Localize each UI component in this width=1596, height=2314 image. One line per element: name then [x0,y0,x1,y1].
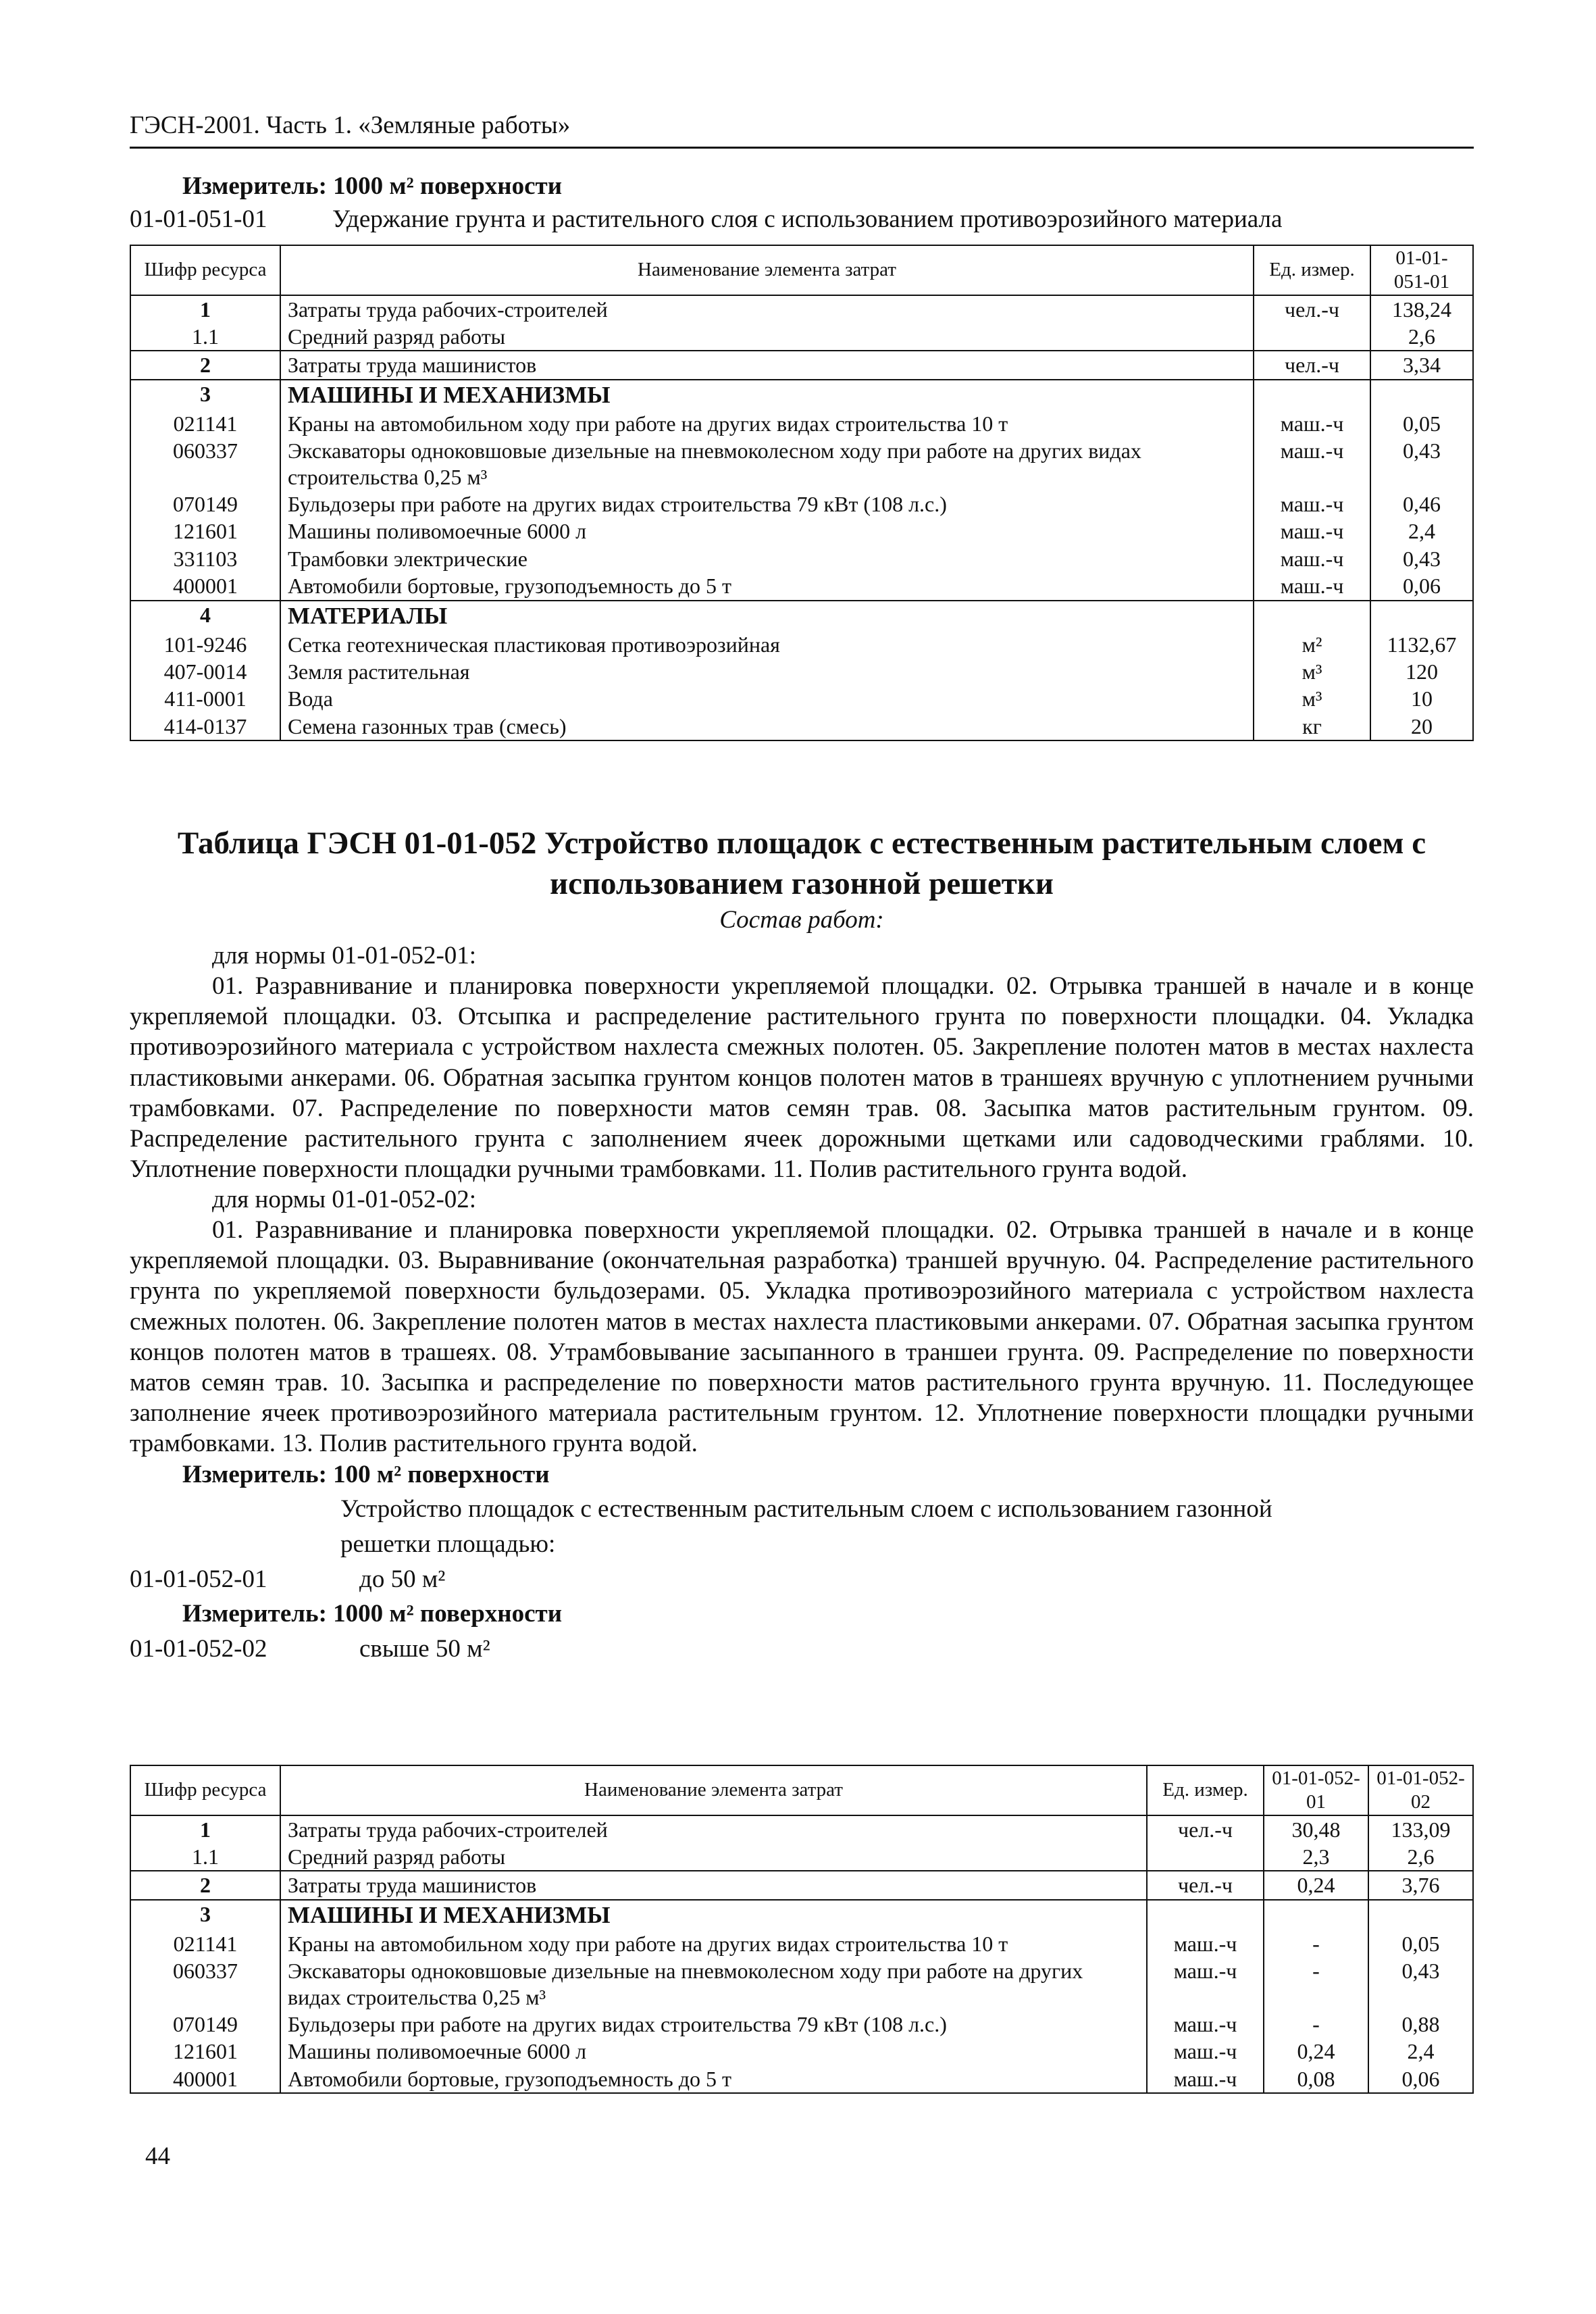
cell-name: Сетка геотехническая пластиковая противоэрозийная [280,631,1254,658]
norm1-text: 01. Разравнивание и планировка поверхности укрепляемой площадки. 02. Отрывка траншей в начале и в конце укрепляемой площадки. 03. Отсыпка и распределение растительного грунта по поверхности площадки. 04. Укладка противоэрозийного материала с устройством нахлеста смежных полотен. 05. Закрепление полотен матов в местах нахлеста пластиковыми анкерами. 06. Обратная засыпка грунтом концов полотен матов в траншеях вручную с уплотнением ручными трамбовками. 07. Распределение по поверхности матов семян трав. 08. Засыпка матов растительным грунтом. 09. Распределение растительного грунта с заполнением ячеек дорожными щетками или садоводческими граблями. 10. Уплотнение поверхности площадки ручными трамбовками. 11. Полив растительного грунта водой. [130,972,1474,1183]
norm-code: 01-01-051-01 [130,205,267,233]
table-row [130,685,1473,712]
section-title: Таблица ГЭСН 01-01-052 Устройство площадок с естественным растительным слоем с использованием газонной решетки [177,826,1426,902]
cell-code: 021141 [130,410,280,437]
header-name: Наименование элемента затрат [280,1765,1147,1815]
cell-unit: м³ [1254,685,1370,712]
cell-code: 3 [130,380,280,410]
table-row [130,410,1473,437]
resource-table-2 [130,1765,1474,2094]
cell-value-1: 30,48 [1264,1815,1368,1843]
cell-value-1: 1132,67 [1370,631,1473,658]
cell-name: Затраты труда машинистов [280,1871,1147,1899]
cell-name: МАШИНЫ И МЕХАНИЗМЫ [280,1900,1147,1930]
cell-unit [1254,601,1370,631]
cell-name: Трамбовки электрические [280,545,1254,572]
table-row [130,1900,1473,1930]
cell-value-1: 0,05 [1370,410,1473,437]
cell-unit [1254,380,1370,410]
cell-value-1: 0,08 [1264,2065,1368,2093]
header-code: Шифр ресурса [130,1765,280,1815]
cell-unit: м² [1254,631,1370,658]
cell-code: 4 [130,601,280,631]
cell-value-2: 0,05 [1368,1930,1473,1957]
cell-code: 1 [130,295,280,323]
cell-unit: маш.-ч [1254,518,1370,545]
cell-code: 060337 [130,437,280,491]
cell-value-1: - [1264,1930,1368,1957]
table-row [130,295,1473,323]
cell-name: Краны на автомобильном ходу при работе на других видах строительства 10 т [280,410,1254,437]
page-number: 44 [145,2142,170,2170]
cell-name: МАТЕРИАЛЫ [280,601,1254,631]
cell-unit: чел.-ч [1147,1871,1264,1899]
meter2-label: Измеритель: 1000 м² поверхности [182,1600,563,1628]
cell-value-1: - [1264,1957,1368,2011]
table-header-row [130,1765,1473,1815]
cell-unit: маш.-ч [1254,410,1370,437]
section-subtitle: Состав работ: [719,906,884,934]
norm2-label: для нормы 01-01-052-02: [212,1186,477,1213]
table-row [130,1930,1473,1957]
meter1-label: Измеритель: 100 м² поверхности [182,1461,550,1489]
cell-code: 101-9246 [130,631,280,658]
cell-name: Машины поливомоечные 6000 л [280,2038,1147,2065]
cell-value-1: 2,6 [1370,323,1473,351]
cell-value-2: 0,06 [1368,2065,1473,2093]
cell-name: Краны на автомобильном ходу при работе на других видах строительства 10 т [280,1930,1147,1957]
cell-value-1: 120 [1370,658,1473,685]
cell-value-1: 20 [1370,713,1473,740]
cell-name: Машины поливомоечные 6000 л [280,518,1254,545]
cell-name: Бульдозеры при работе на других видах строительства 79 кВт (108 л.с.) [280,2011,1147,2038]
norm1-label: для нормы 01-01-052-01: [212,942,477,970]
cell-unit: м³ [1254,658,1370,685]
table-row [130,658,1473,685]
cell-value-2: 0,43 [1368,1957,1473,2011]
cell-code: 070149 [130,491,280,518]
cell-unit [1147,1900,1264,1930]
top-meter-block [130,170,1474,236]
cell-unit: чел.-ч [1254,295,1370,323]
cell-code: 411-0001 [130,685,280,712]
cell-code: 1.1 [130,1843,280,1871]
cell-name: Семена газонных трав (смесь) [280,713,1254,740]
cell-code: 400001 [130,2065,280,2093]
cell-name: Бульдозеры при работе на других видах строительства 79 кВт (108 л.с.) [280,491,1254,518]
cell-unit: чел.-ч [1254,351,1370,379]
work-desc-line2: решетки площадью: [340,1530,556,1558]
running-header: ГЭСН-2001. Часть 1. «Земляные работы» [130,109,1474,149]
cell-name: Средний разряд работы [280,323,1254,351]
cell-code: 407-0014 [130,658,280,685]
cell-code: 1 [130,1815,280,1843]
cell-name: Затраты труда машинистов [280,351,1254,379]
cell-unit: маш.-ч [1147,1957,1264,2011]
table-row [130,1871,1473,1899]
norm-description: Удержание грунта и растительного слоя с использованием противоэрозийного материала [332,205,1283,233]
cell-value-1: 0,43 [1370,545,1473,572]
cell-name: Автомобили бортовые, грузоподъемность до 5 т [280,2065,1147,2093]
table-row [130,631,1473,658]
cell-value-1: 0,43 [1370,437,1473,491]
cell-code: 021141 [130,1930,280,1957]
table-row [130,437,1473,491]
cell-value-1 [1264,1900,1368,1930]
table-header-row [130,245,1473,295]
table-row [130,491,1473,518]
cell-code: 2 [130,351,280,379]
cell-name: Экскаваторы одноковшовые дизельные на пневмоколесном ходу при работе на других видах строительства 0,25 м³ [280,1957,1147,2011]
cell-value-1: 3,34 [1370,351,1473,379]
meter-label: Измеритель: 1000 м² поверхности [182,172,563,200]
cell-name: МАШИНЫ И МЕХАНИЗМЫ [280,380,1254,410]
table-row [130,1957,1473,2011]
cell-unit: кг [1254,713,1370,740]
norm-code-1: 01-01-052-01 [130,1565,267,1593]
cell-name: Автомобили бортовые, грузоподъемность до 5 т [280,572,1254,600]
cell-value-2 [1368,1900,1473,1930]
table-row [130,1815,1473,1843]
table-row [130,2011,1473,2038]
table-row [130,2065,1473,2093]
cell-name: Экскаваторы одноковшовые дизельные на пневмоколесном ходу при работе на других видах строительства 0,25 м³ [280,437,1254,491]
cell-value-1 [1370,380,1473,410]
table-row [130,1843,1473,1871]
cell-value-1: 138,24 [1370,295,1473,323]
norm-code-2-desc: свыше 50 м² [359,1635,490,1663]
table-row [130,518,1473,545]
header-code: Шифр ресурса [130,245,280,295]
table-row [130,380,1473,410]
cell-code: 3 [130,1900,280,1930]
cell-unit: маш.-ч [1147,1930,1264,1957]
cell-unit: маш.-ч [1254,572,1370,600]
cell-unit: чел.-ч [1147,1815,1264,1843]
work-composition [130,940,1474,1667]
header-col1: 01-01-052-01 [1264,1765,1368,1815]
cell-value-1: 10 [1370,685,1473,712]
cell-unit: маш.-ч [1254,437,1370,491]
cell-unit [1147,1843,1264,1871]
cell-value-1: 0,24 [1264,2038,1368,2065]
table-row [130,545,1473,572]
table-row [130,351,1473,379]
cell-code: 070149 [130,2011,280,2038]
cell-name: Земля растительная [280,658,1254,685]
header-unit: Ед. измер. [1147,1765,1264,1815]
cell-unit [1254,323,1370,351]
cell-code: 121601 [130,518,280,545]
resource-table-1 [130,245,1474,741]
header-unit: Ед. измер. [1254,245,1370,295]
cell-code: 2 [130,1871,280,1899]
cell-value-2: 0,88 [1368,2011,1473,2038]
cell-name: Вода [280,685,1254,712]
norm-code-row-1 [130,1562,1474,1597]
cell-unit: маш.-ч [1147,2038,1264,2065]
table-row [130,323,1473,351]
cell-name: Затраты труда рабочих-строителей [280,1815,1147,1843]
cell-unit: маш.-ч [1147,2065,1264,2093]
table-row [130,601,1473,631]
norm-code-1-desc: до 50 м² [359,1565,446,1593]
cell-value-1: 0,46 [1370,491,1473,518]
cell-unit: маш.-ч [1254,491,1370,518]
cell-name: Затраты труда рабочих-строителей [280,295,1254,323]
cell-code: 121601 [130,2038,280,2065]
cell-value-2: 3,76 [1368,1871,1473,1899]
cell-unit: маш.-ч [1147,2011,1264,2038]
header-col1: 01-01-051-01 [1370,245,1473,295]
cell-value-2: 2,4 [1368,2038,1473,2065]
norm-code-row [130,203,1474,236]
cell-value-1 [1370,601,1473,631]
cell-value-1: 2,3 [1264,1843,1368,1871]
table-row [130,2038,1473,2065]
cell-code: 1.1 [130,323,280,351]
cell-code: 414-0137 [130,713,280,740]
cell-code: 331103 [130,545,280,572]
cell-name: Средний разряд работы [280,1843,1147,1871]
cell-value-1: 0,24 [1264,1871,1368,1899]
norm2-text: 01. Разравнивание и планировка поверхности укрепляемой площадки. 02. Отрывка траншей в начале и в конце укрепляемой площадки. 03. Выравнивание (окончательная разработка) траншей вручную. 04. Распределение растительного грунта по укрепляемой поверхности бульдозерами. 05. Укладка противоэрозийного материала с устройством нахлеста смежных полотен. 06. Закрепление полотен матов в местах нахлеста пластиковыми анкерами. 07. Обратная засыпка грунтом концов полотен матов в трашеях. 08. Утрамбовывание засыпанного в траншеи грунта. 09. Распределение по поверхности матов семян трав. 10. Засыпка и распределение по поверхности матов растительного грунта вручную. 11. Последующее заполнение ячеек противоэрозийного материала растительным грунтом. 12. Уплотнение поверхности площадки ручными трамбовками. 13. Полив растительного грунта водой. [130,1216,1474,1457]
norm-code-row-2 [130,1632,1474,1667]
table-row [130,572,1473,600]
norm-code-2: 01-01-052-02 [130,1635,267,1663]
cell-value-2: 2,6 [1368,1843,1473,1871]
cell-value-1: 0,06 [1370,572,1473,600]
cell-value-2: 133,09 [1368,1815,1473,1843]
cell-value-1: - [1264,2011,1368,2038]
cell-code: 060337 [130,1957,280,2011]
work-desc-line1: Устройство площадок с естественным растительным слоем с использованием газонной [340,1494,1272,1523]
cell-unit: маш.-ч [1254,545,1370,572]
header-col2: 01-01-052-02 [1368,1765,1473,1815]
header-name: Наименование элемента затрат [280,245,1254,295]
cell-value-1: 2,4 [1370,518,1473,545]
table-row [130,713,1473,740]
cell-code: 400001 [130,572,280,600]
